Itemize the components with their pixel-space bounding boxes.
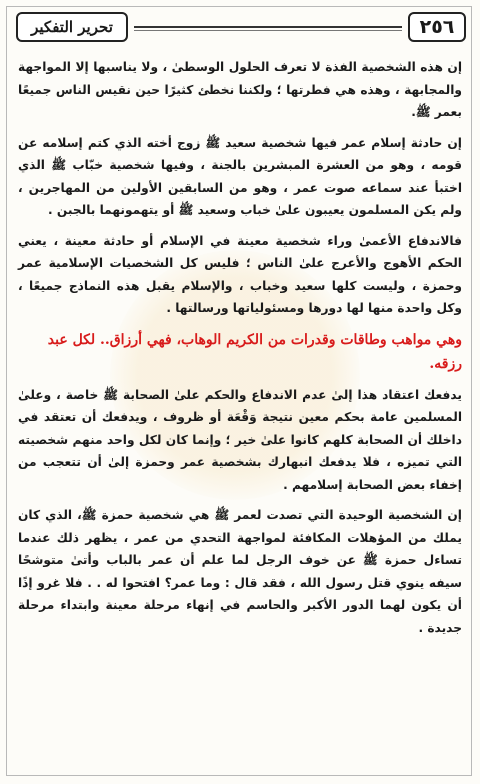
header-rule-thin [134,30,402,31]
body-text [18,56,462,647]
header-rule [134,26,402,28]
page-number: ٢٥٦ [408,12,466,42]
paragraph: فالاندفاع الأعمىٰ وراء شخصية معينة في الإسلام أو حادثة معينة ، يعني الحكم الأهوج والأعرج علىٰ الناس ؛ فليس كل الشخصيات الإسلامية عمر وحمزة ، وليست كلها سعيد وخباب ، والإسلام يقبل هذه النماذج جميعًا ، وكل واحدة منها لها دورها ومسئولياتها ورسالتها . [18,233,462,315]
highlighted-quote: وهي مواهب وطاقات وقدرات من الكريم الوهاب، فهي أرزاق.. لكل عبد رزقه. [47,331,462,372]
page-header [16,12,466,46]
paragraph: يدفعك اعتقاد هذا إلىٰ عدم الاندفاع والحكم علىٰ الصحابة ﷺ خاصة ، وعلىٰ المسلمين عامة بحكم معين نتيجة وَقْعَة أو ظروف ، ويدفعك أن تعتقد في داخلك أن الصحابة كلهم كانوا علىٰ خير ؛ وإنما كان لكل واحد منهم شخصيته التي تميزه ، فلا يدفعك انبهارك بشخصية عمر وحمزة إلىٰ أن تتعجب من إخفاء بعض الصحابة إسلامهم . [18,387,462,492]
paragraph: إن هذه الشخصية الفذة لا تعرف الحلول الوسطىٰ ، ولا يناسبها إلا المواجهة والمجابهة ، وهذه هي فطرتها ؛ ولكننا نخطئ كثيرًا حين نقيس الناس جميعًا بعمر ﷺ. [18,60,462,119]
paragraph: إن الشخصية الوحيدة التي تصدت لعمر ﷺ هي شخصية حمزة ﷺ، الذي كان يملك من المؤهلات المكافئة لمواجهة التحدي من عمر ، يظهر ذلك عندما تساءل حمزة ﷺ عن خوف الرجل لما علم أن عمر بالباب وأتىٰ متوشحًا سيفه ينوي قتل رسول الله ، فقد قال : وما عمر؟ افتحوا له . . فلا غرو إذًا أن يكون لهما الدور الأكبر والحاسم في إنهاء مرحلة معينة وابتداء مرحلة جديدة . [18,508,462,635]
paragraph: إن حادثة إسلام عمر فيها شخصية سعيد ﷺ زوج أخته الذي كتم إسلامه عن قومه ، وهو من العشرة المبشرين بالجنة ، وفيها شخصية خبّاب ﷺ الذي اختبأ عند سماعه صوت عمر ، وهو من السابقين الأولين من المهاجرين ، ولم يكن المسلمون يعيبون علىٰ خباب وسعيد ﷺ أو يتهمونهما بالجبن . [18,135,462,217]
book-title: تحرير التفكير [16,12,128,42]
